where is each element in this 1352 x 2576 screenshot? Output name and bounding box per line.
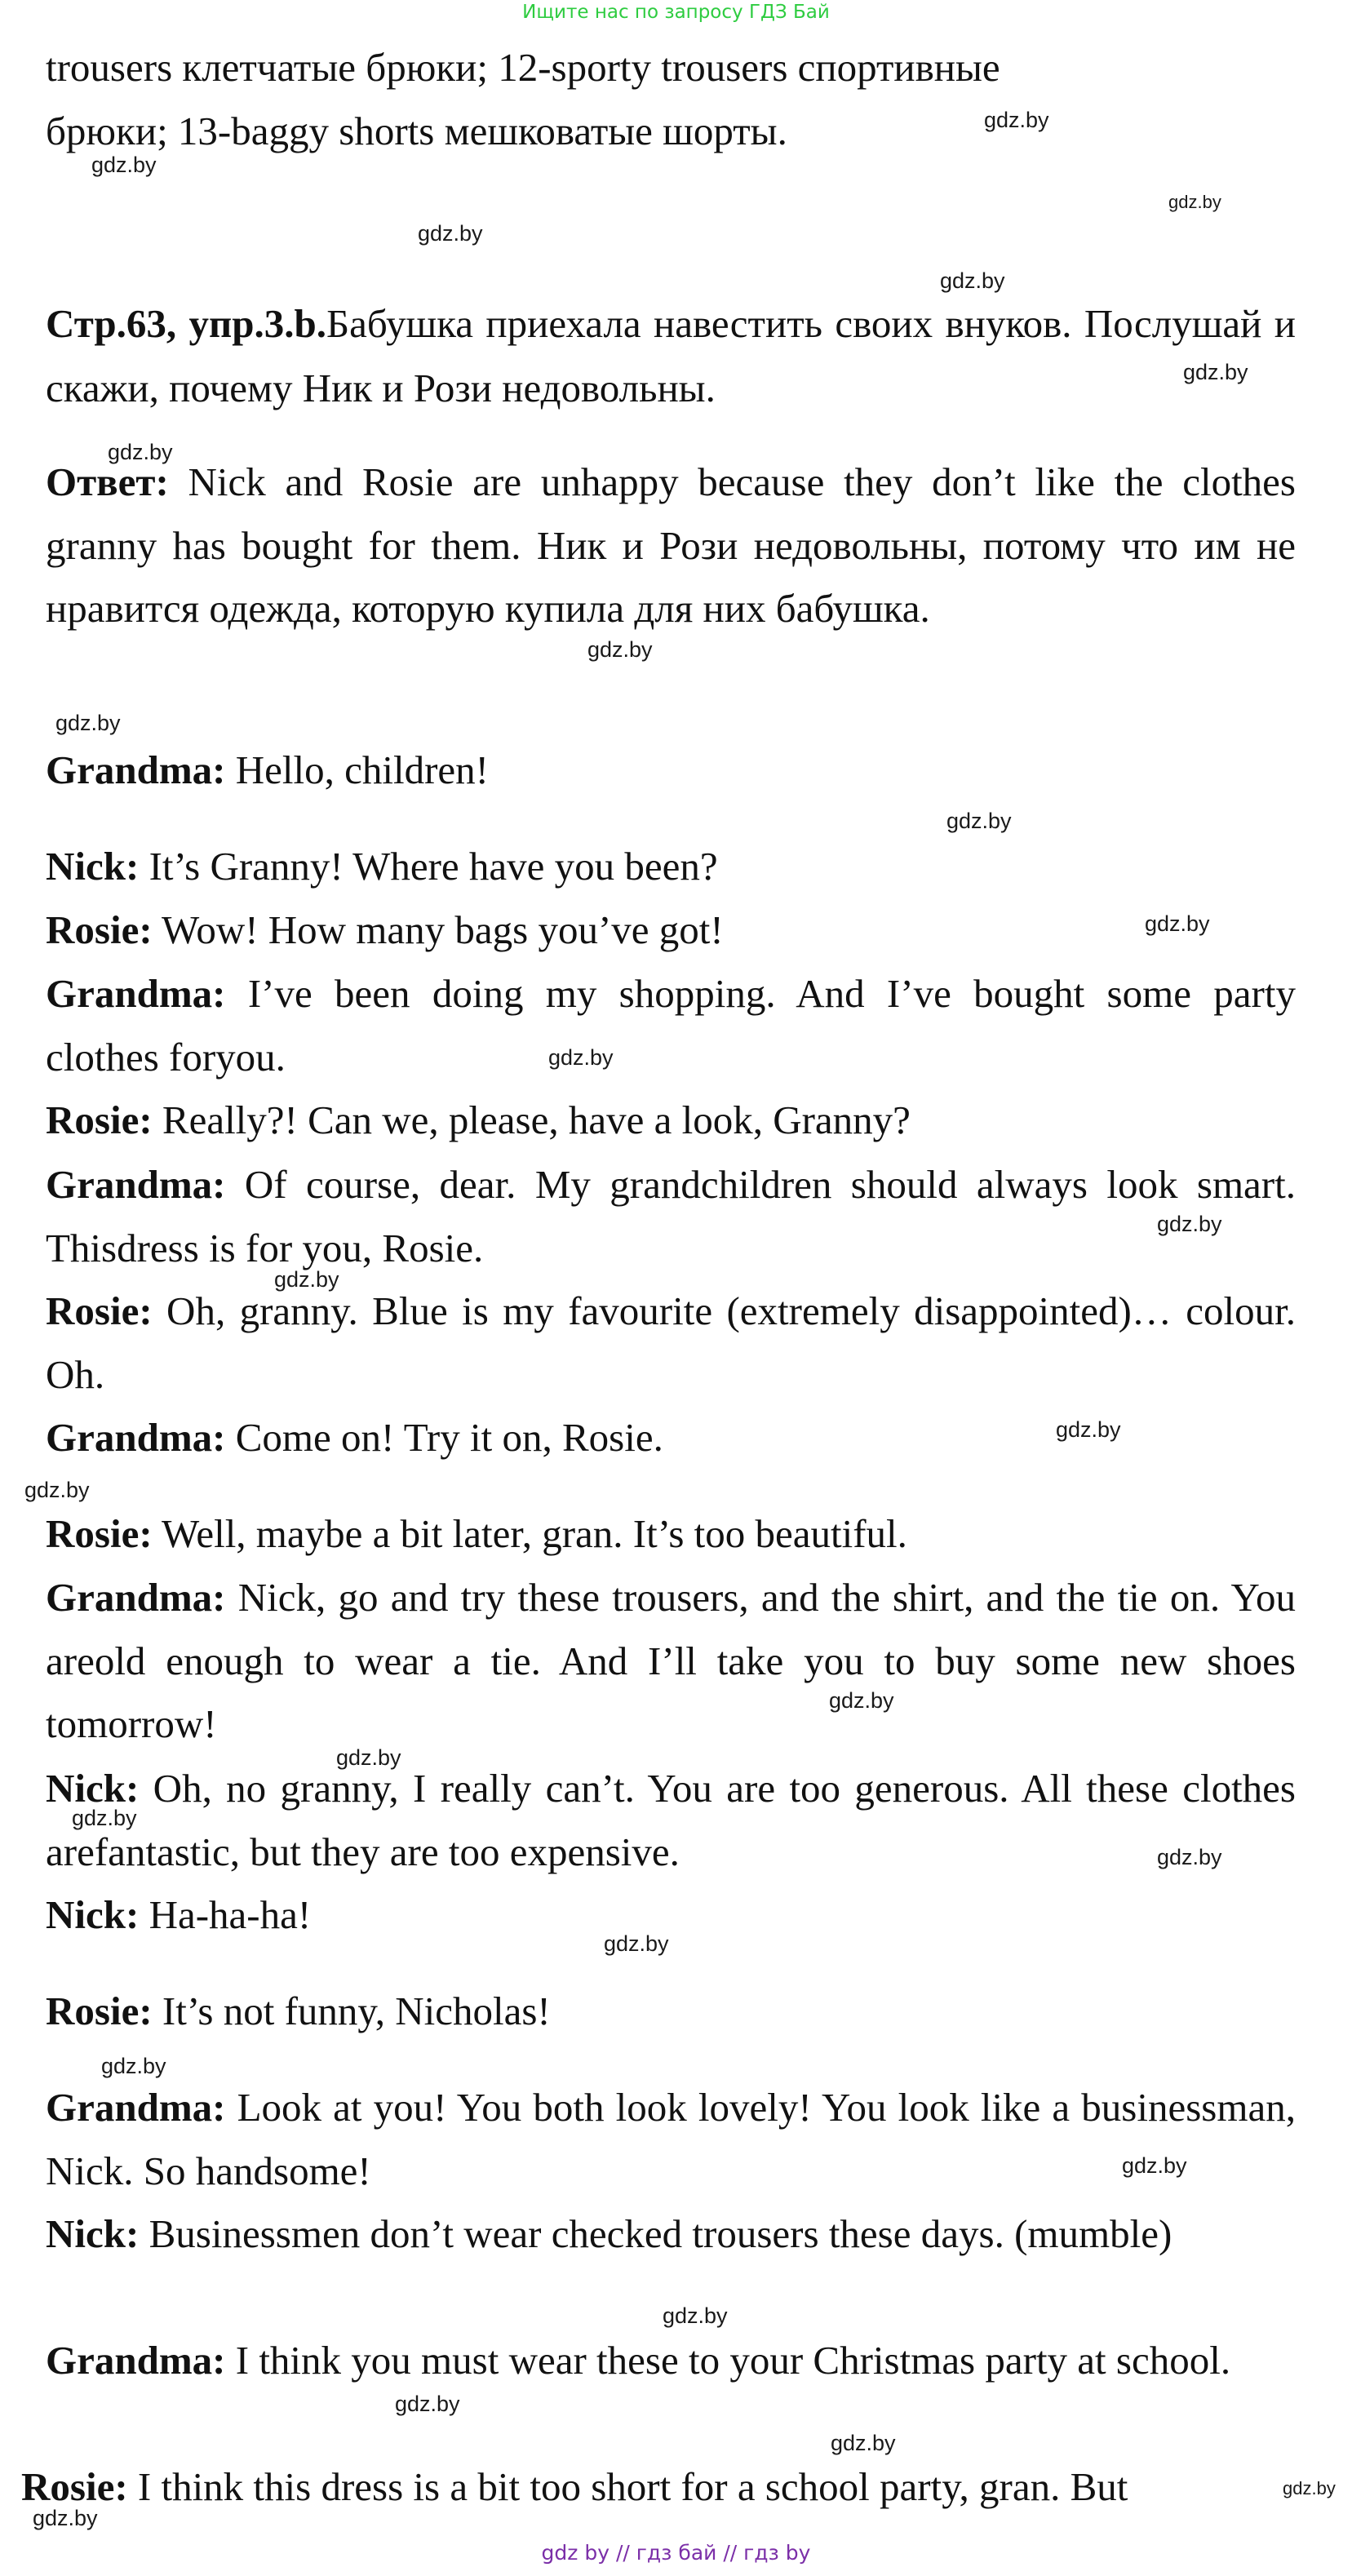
speaker: Rosie: [46,1288,153,1333]
utterance: Come on! Try it on, Rosie. [225,1415,663,1460]
dialogue-line [46,1757,1296,1883]
dialogue-line [46,1153,1296,1279]
watermark-text: gdz.by [1157,1212,1222,1236]
watermark-text: gdz.by [1283,2478,1336,2498]
watermark-text: gdz.by [336,1745,401,1770]
answer-label: Ответ: [46,459,169,504]
watermark-text: gdz.by [1157,1845,1222,1869]
dialogue-line [46,2329,1296,2392]
watermark-text: gdz.by [1122,2153,1187,2178]
utterance: I think you must wear these to your Christmas party at school. [225,2338,1231,2383]
speaker: Rosie: [46,1511,153,1556]
utterance: Ha-ha-ha! [139,1892,312,1937]
dialogue-line [46,1502,1296,1566]
watermark-text: gdz.by [274,1267,339,1292]
answer-text: Nick and Rosie are unhappy because they don’t like the clothes granny has bought for them. Ник и Рози недовольны, потому что им не нравится одежда, которую купила для них бабушка. [46,459,1296,631]
watermark-text: gdz.by [108,440,173,464]
task-paragraph [46,291,1296,420]
watermark-text: gdz.by [1145,911,1210,936]
watermark-text: gdz.by [829,1688,894,1713]
utterance: Oh, no granny, I really can’t. You are too generous. All these clothes arefantastic, but they are too expensive. [46,1766,1296,1874]
speaker: Nick: [46,844,140,889]
dialogue-line [46,962,1296,1088]
task-label: Стр.63, упр.3.b. [46,301,327,346]
task-text: Бабушка приехала навестить своих внуков. Послушай и скажи, почему Ник и Рози недовольны. [46,301,1296,410]
watermark-text: gdz.by [1168,192,1221,212]
watermark-text: gdz.by [831,2431,896,2455]
utterance: Hello, children! [225,747,489,792]
utterance: Of course, dear. My grandchildren should always look smart. Thisdress is for you, Rosie. [46,1162,1296,1270]
watermark-text: gdz.by [1183,360,1248,384]
intro-line-2: брюки; 13-baggy shorts мешковатые шорты. [46,109,787,153]
utterance: It’s Granny! Where have you been? [139,844,718,889]
utterance: Look at you! You both look lovely! You look like a businessman, Nick. So handsome! [46,2085,1296,2193]
speaker: Rosie: [46,1989,153,2033]
watermark-text: gdz.by [395,2392,460,2416]
watermark-text: gdz.by [940,268,1005,293]
dialogue-line [46,898,1296,962]
dialogue-line [46,738,1296,802]
speaker: Nick: [46,1892,140,1937]
speaker: Grandma: [46,1415,226,1460]
utterance: It’s not funny, Nicholas! [152,1989,551,2033]
watermark-text: gdz.by [1056,1417,1121,1442]
watermark-text: gdz.by [587,637,653,662]
watermark-text: gdz.by [946,809,1012,833]
utterance: Really?! Can we, please, have a look, Granny? [152,1097,911,1142]
speaker: Grandma: [46,971,226,1016]
speaker: Grandma: [46,1575,226,1620]
dialogue-line [46,2076,1296,2202]
watermark-text: gdz.by [604,1931,669,1956]
intro-line-1: trousers клетчатые брюки; 12-sporty trousers спортивные [46,45,1000,90]
utterance: Businessmen don’t wear checked trousers these days. (mumble) [139,2211,1172,2256]
dialogue-line [21,2455,1278,2519]
speaker: Grandma: [46,2338,226,2383]
dialogue-line [46,1566,1296,1756]
dialogue-line [46,1088,1296,1152]
watermark-text: gdz.by [72,1806,137,1830]
watermark-text: gdz.by [663,2303,728,2328]
footer-link[interactable]: gdz by // гдз бай // гдз by [541,2541,811,2565]
watermark-text: gdz.by [55,711,121,735]
dialogue-line [46,2202,1296,2266]
header-link[interactable]: Ищите нас по запросу ГДЗ Бай [522,2,830,23]
speaker: Grandma: [46,747,226,792]
utterance: I think this dress is a bit too short for a school party, gran. But [127,2464,1128,2509]
utterance: I’ve been doing my shopping. And I’ve bought some party clothes foryou. [46,971,1296,1080]
watermark-text: gdz.by [33,2506,98,2530]
speaker: Nick: [46,2211,140,2256]
utterance: Wow! How many bags you’ve got! [152,907,724,952]
dialogue-line [46,835,1296,898]
watermark-text: gdz.by [984,108,1049,132]
speaker: Rosie: [21,2464,128,2509]
dialogue-line [46,1980,1296,2043]
speaker: Rosie: [46,907,153,952]
dialogue-line [46,1279,1296,1406]
watermark-text: gdz.by [418,221,483,246]
speaker: Grandma: [46,2085,226,2130]
speaker: Rosie: [46,1097,153,1142]
watermark-text: gdz.by [91,153,157,177]
utterance: Well, maybe a bit later, gran. It’s too beautiful. [152,1511,907,1556]
answer-paragraph [46,450,1296,641]
utterance: Oh, granny. Blue is my favourite (extremely disappointed)… colour. Oh. [46,1288,1296,1397]
utterance: Nick, go and try these trousers, and the shirt, and the tie on. You areold enough to wear a tie. And I’ll take you to buy some new shoes tomorrow! [46,1575,1296,1746]
speaker: Nick: [46,1766,140,1811]
watermark-text: gdz.by [24,1478,90,1502]
dialogue-line [46,1883,1296,1947]
speaker: Grandma: [46,1162,226,1207]
watermark-text: gdz.by [548,1045,614,1070]
watermark-text: gdz.by [101,2054,166,2078]
